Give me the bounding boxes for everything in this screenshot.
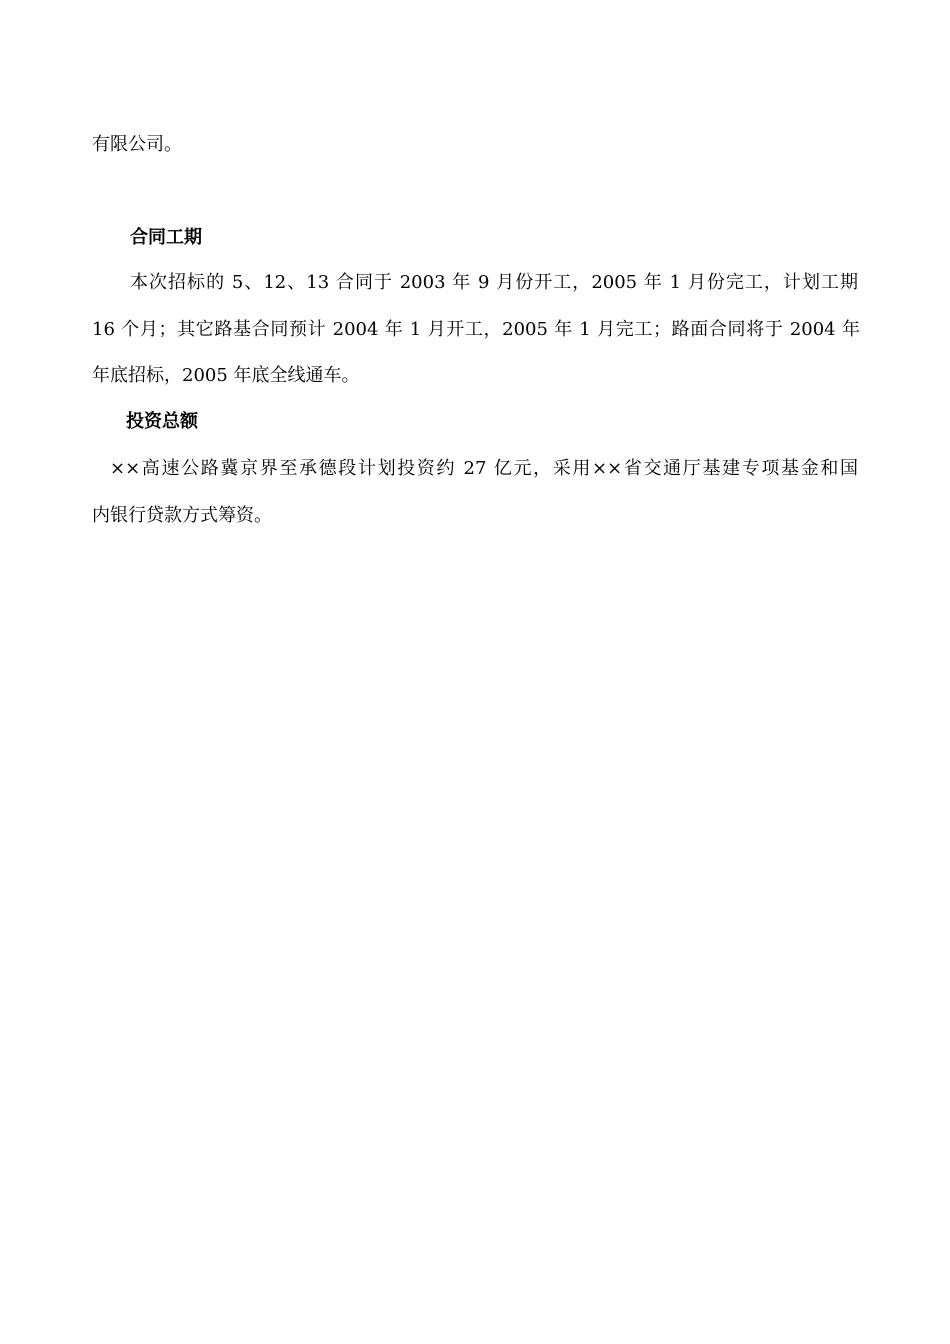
intro-tail-text: 有限公司。	[92, 134, 182, 155]
schedule-paragraph-line-2: 16 个月；其它路基合同预计 2004 年 1 月开工，2005 年 1 月完工；路面合同将于 2004 年	[92, 319, 860, 340]
section-heading-investment: 投资总额	[126, 411, 198, 432]
section-heading-schedule: 合同工期	[130, 227, 202, 248]
investment-paragraph-line-1: ××高速公路冀京界至承德段计划投资约 27 亿元，采用××省交通厅基建专项基金和国	[110, 458, 858, 479]
investment-paragraph-line-2: 内银行贷款方式筹资。	[92, 505, 272, 526]
schedule-paragraph-line-1: 本次招标的 5、12、13 合同于 2003 年 9 月份开工，2005 年 1 月份完工，计划工期	[130, 272, 858, 293]
schedule-paragraph-line-3: 年底招标，2005 年底全线通车。	[92, 365, 360, 386]
